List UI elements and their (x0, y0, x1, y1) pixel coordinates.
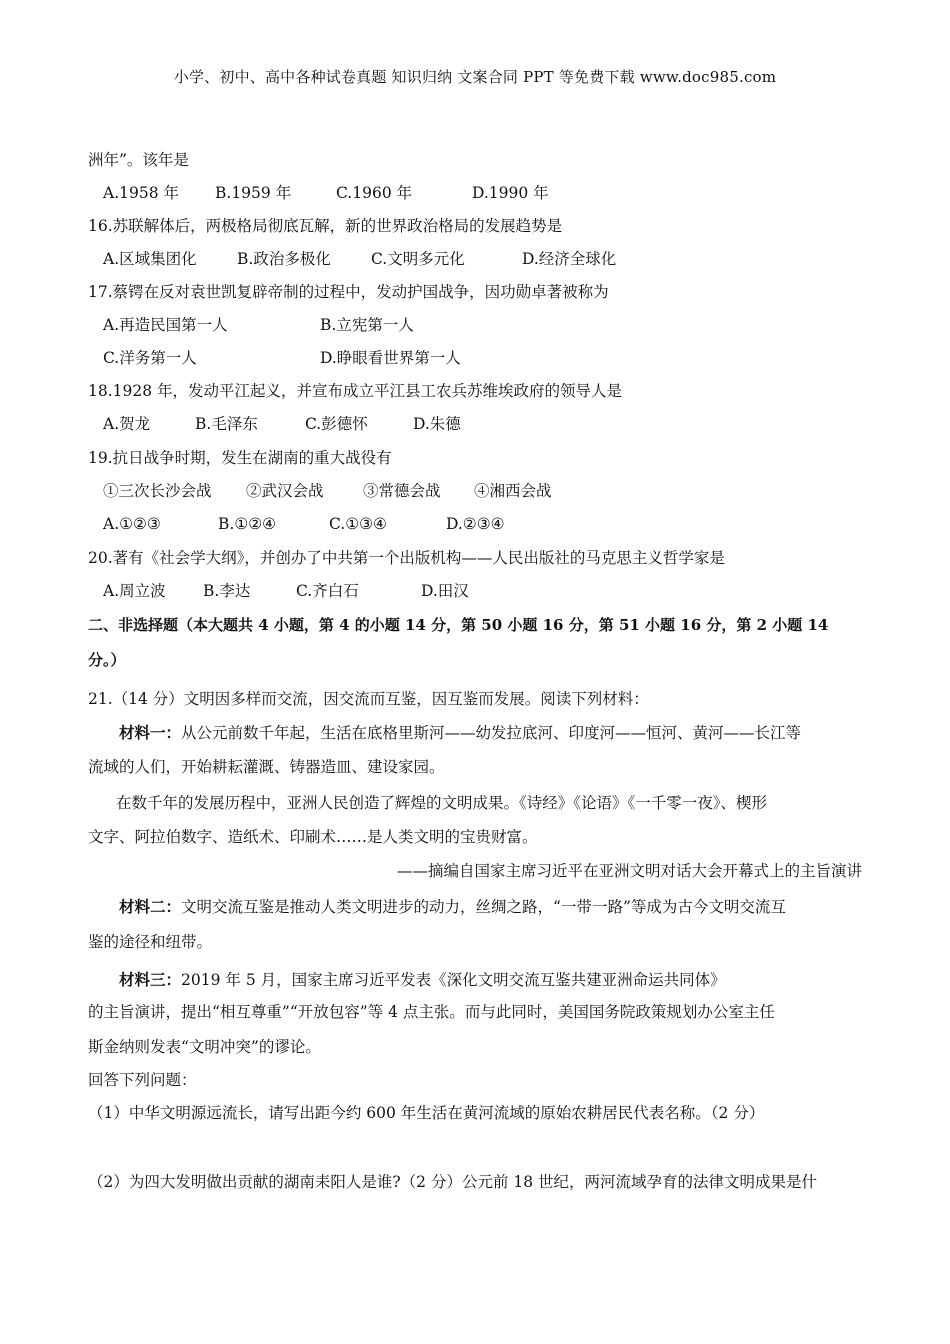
section2-heading-cont: 分。） (88, 651, 126, 669)
material-3-label: 材料三： (119, 970, 182, 989)
section2-heading: 二、非选择题（本大题共 4 小题，第 4 的小题 14 分，第 50 小题 16 分，第 51 小题 16 分，第 2 小题 14 (88, 616, 829, 634)
q19-stem: 19.抗日战争时期，发生在湖南的重大战役有 (88, 449, 392, 467)
material-3-first-line (119, 970, 726, 990)
option-c: C.文明多元化 (371, 250, 465, 268)
q19-item-4: ④湘西会战 (474, 482, 552, 500)
q16-stem: 16.苏联解体后，两极格局彻底瓦解，新的世界政治格局的发展趋势是 (88, 217, 563, 235)
q17-stem: 17.蔡锷在反对袁世凯复辟帝制的过程中，发动护国战争，因功勋卓著被称为 (88, 283, 609, 301)
option-d: D.经济全球化 (522, 250, 617, 268)
q20-stem: 20.著有《社会学大纲》，并创办了中共第一个出版机构——人民出版社的马克思主义哲学家是 (88, 549, 725, 567)
material-3-line-2: 的主旨演讲，提出“相互尊重”“开放包容”等 4 点主张。而与此同时，美国国务院政策规划办公室主任 (88, 1003, 775, 1021)
option-b: B.政治多极化 (237, 250, 331, 268)
option-c: C.齐白石 (296, 582, 359, 600)
option-d: D.1990 年 (472, 184, 549, 202)
option-d: D.睁眼看世界第一人 (320, 349, 461, 367)
material-1-line-3: 在数千年的发展历程中，亚洲人民创造了辉煌的文明成果。《诗经》《论语》《一千零一夜》、楔形 (116, 794, 768, 812)
q15-tail: 洲年”。该年是 (88, 151, 189, 169)
material-2-label: 材料二： (119, 897, 182, 916)
option-b: B.毛泽东 (195, 415, 258, 433)
option-d: D.朱德 (413, 415, 461, 433)
page-header: 小学、初中、高中各种试卷真题 知识归纳 文案合同 PPT 等免费下载 www.doc985.com (173, 68, 777, 86)
option-a: A.贺龙 (103, 415, 151, 433)
material-3-line-3: 斯金纳则发表“文明冲突”的谬论。 (88, 1038, 321, 1056)
option-d: D.②③④ (446, 515, 505, 533)
option-c: C.①③④ (329, 515, 387, 533)
option-c: C.1960 年 (336, 184, 413, 202)
option-c: C.彭德怀 (305, 415, 368, 433)
subquestion-1: （1）中华文明源远流长，请写出距今约 600 年生活在黄河流域的原始农耕居民代表名称。（2 分） (88, 1104, 765, 1122)
material-1-line-2: 流域的人们，开始耕耘灌溉、铸器造皿、建设家园。 (88, 758, 445, 776)
option-b: B.1959 年 (215, 184, 292, 202)
q19-item-1: ①三次长沙会战 (103, 482, 212, 500)
option-b: B.立宪第一人 (320, 316, 414, 334)
material-1-text: 从公元前数千年起，生活在底格里斯河——幼发拉底河、印度河——恒河、黄河——长江等 (181, 724, 802, 742)
subquestion-2: （2）为四大发明做出贡献的湖南耒阳人是谁?（2 分）公元前 18 世纪，两河流域孕育的法律文明成果是什 (88, 1173, 818, 1191)
q19-item-2: ②武汉会战 (246, 482, 324, 500)
option-b: B.①②④ (218, 515, 277, 533)
material-3-text: 2019 年 5 月，国家主席习近平发表《深化文明交流互鉴共建亚洲命运共同体》 (181, 971, 726, 989)
answer-prompt: 回答下列问题： (88, 1071, 197, 1089)
q21-stem: 21.（14 分）文明因多样而交流，因交流而互鉴，因互鉴而发展。阅读下列材料： (88, 690, 649, 708)
material-1-line-4: 文字、阿拉伯数字、造纸术、印刷术……是人类文明的宝贵财富。 (88, 828, 538, 846)
option-a: A.周立波 (103, 582, 166, 600)
q19-item-3: ③常德会战 (363, 482, 441, 500)
material-1-source: ——摘编自国家主席习近平在亚洲文明对话大会开幕式上的主旨演讲 (396, 862, 862, 880)
option-a: A.①②③ (103, 515, 161, 533)
material-2-text: 文明交流互鉴是推动人类文明进步的动力，丝绸之路，“一带一路”等成为古今文明交流互 (181, 898, 786, 916)
option-c: C.洋务第一人 (103, 349, 197, 367)
q18-stem: 18.1928 年，发动平江起义，并宣布成立平江县工农兵苏维埃政府的领导人是 (88, 382, 623, 400)
material-1-label: 材料一： (119, 723, 182, 742)
option-d: D.田汉 (421, 582, 469, 600)
option-a: A.再造民国第一人 (103, 316, 228, 334)
material-2-line-2: 鉴的途径和纽带。 (88, 933, 213, 951)
option-a: A.区域集团化 (103, 250, 197, 268)
option-a: A.1958 年 (103, 184, 179, 202)
material-2-first-line (119, 897, 786, 917)
option-b: B.李达 (203, 582, 251, 600)
material-1-first-line (119, 723, 801, 743)
